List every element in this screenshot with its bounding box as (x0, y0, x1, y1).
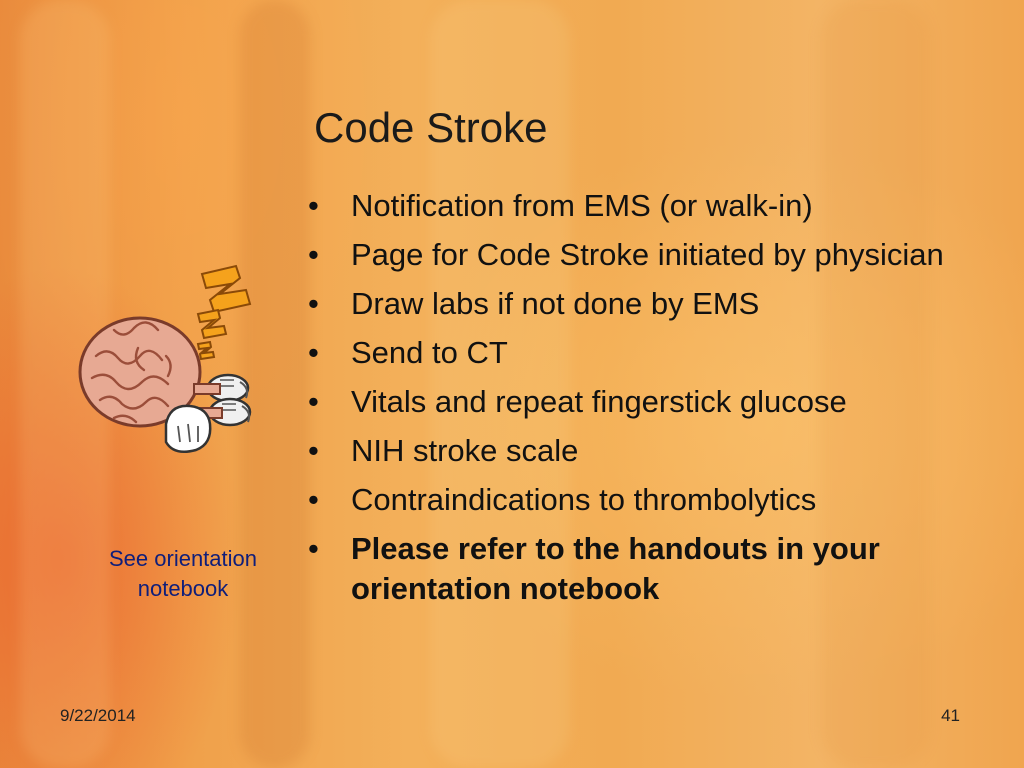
bullet-text: Contraindications to thrombolytics (351, 482, 817, 517)
sleeping-brain-icon (74, 256, 264, 466)
bullet-dot: • (308, 482, 319, 517)
gloved-hand (166, 406, 210, 452)
bullet-item (308, 480, 968, 520)
bullet-dot: • (308, 384, 319, 419)
bullet-dot: • (308, 237, 319, 272)
bullet-item (308, 235, 968, 275)
slide-title: Code Stroke (314, 104, 548, 151)
bullet-text: Send to CT (351, 335, 508, 370)
bullet-item (308, 431, 968, 471)
bullet-dot: • (308, 335, 319, 370)
bullet-text: Please refer to the handouts in your orientation notebook (351, 531, 880, 606)
bullet-dot: • (308, 188, 319, 223)
bullet-item (308, 333, 968, 373)
bullet-dot: • (308, 433, 319, 468)
bullet-item (308, 284, 968, 324)
bullet-dot: • (308, 286, 319, 321)
bullet-dot: • (308, 531, 319, 566)
bullet-list (308, 186, 968, 618)
footer-date: 9/22/2014 (60, 706, 136, 725)
bullet-item-emphasis (308, 529, 968, 609)
zzz-icon (198, 266, 250, 359)
bullet-text: Draw labs if not done by EMS (351, 286, 760, 321)
bullet-text: Vitals and repeat fingerstick glucose (351, 384, 847, 419)
page-number: 41 (941, 706, 960, 725)
bullet-text: Notification from EMS (or walk-in) (351, 188, 813, 223)
bullet-item (308, 382, 968, 422)
clipart-caption: See orientation notebook (109, 546, 257, 601)
bullet-text: NIH stroke scale (351, 433, 579, 468)
bullet-item (308, 186, 968, 226)
bullet-text: Page for Code Stroke initiated by physician (351, 237, 944, 272)
